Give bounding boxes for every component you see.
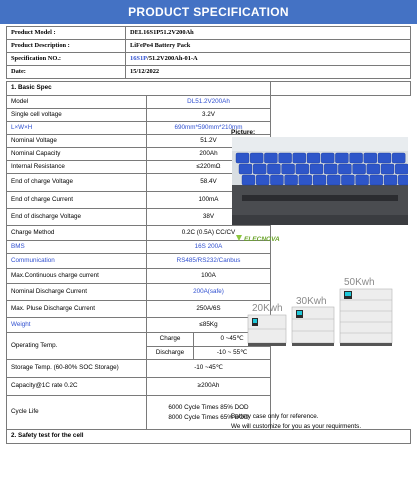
picture-label: Picture: [231,129,256,136]
spec-value: 38V [147,209,271,226]
spec-no-suffix: /51.2V200Ah-01-A [147,54,198,62]
storage-units-image [232,231,408,351]
spec-row [7,360,411,378]
info-label: Product Description : [7,40,126,53]
spec-label: Single cell voltage [7,109,147,122]
battery-cell [335,153,348,163]
spec-value: 51.2V [147,135,271,148]
info-row [7,53,411,66]
spec-label: Cycle Life [7,396,147,430]
battery-cell [350,153,363,163]
spec-label: Communication [7,254,147,269]
spec-label: End of charge Voltage [7,174,147,192]
spec-label: Nominal Capacity [7,148,147,161]
spec-value: 200A(safe) [147,284,271,301]
unit-30kwh-icon [292,307,334,346]
spec-label: BMS [7,241,147,254]
picture-cell [271,82,411,96]
capacity-20kwh: 20Kwh [252,303,283,314]
unit-50kwh-icon [340,289,392,346]
operating-mode: Charge [147,333,194,346]
note-line: We will customize for you as your requirments. [231,423,362,431]
spec-label: Model [7,96,147,109]
spec-row [7,378,411,396]
section-basic: 1. Basic Spec [7,82,271,96]
operating-range: 0 ~45℃ [194,333,271,346]
battery-cell [321,153,334,163]
battery-cell [392,153,405,163]
battery-cells-photo [232,137,408,225]
spec-no-prefix: 16S1P [130,54,148,62]
info-row [7,66,411,79]
spec-row [7,96,411,109]
cycle-line: 6000 Cycle Times 85% DOD [168,404,249,412]
battery-cell [381,164,394,174]
spec-label: End of charge Current [7,192,147,209]
spec-row [7,109,411,122]
section-safety: 2. Safety test for the cell [7,430,411,444]
section-row [7,82,411,96]
battery-cell [256,175,269,185]
spec-value: 250A/6S [147,301,271,318]
spec-row [7,122,411,135]
spec-value: -10 ~45℃ [147,360,271,378]
spec-label: Max.Continuous charge current [7,269,147,284]
battery-cell [384,175,397,185]
info-label: Product Model : [7,27,126,40]
spec-label: Storage Temp. (60-80% SOC Storage) [7,360,147,378]
battery-cell [264,153,277,163]
brand-name: ELECNOVA [244,236,280,243]
operating-range: -10 ~ 55℃ [194,346,271,359]
battery-cell [341,175,354,185]
battery-cell [253,164,266,174]
spec-value: 100A [147,269,271,284]
product-info-table [6,26,411,79]
spec-label: End of discharge Voltage [7,209,147,226]
battery-cell [367,164,380,174]
battery-cell [327,175,340,185]
capacity-50kwh: 50Kwh [344,277,375,288]
battery-cell [370,175,383,185]
battery-cell [285,175,298,185]
cycle-line: 8000 Cycle Times 65% DOD [168,413,249,421]
battery-cell [310,164,323,174]
battery-cell [242,175,255,185]
info-value [126,53,411,66]
battery-cell [236,153,249,163]
spec-value: DL51.2V200Ah [147,96,271,109]
spec-value: 200Ah [147,148,271,161]
spec-value: 58.4V [147,174,271,192]
info-label: Specification NO.: [7,53,126,66]
battery-cell [239,164,252,174]
battery-cell [353,164,366,174]
battery-cell [270,175,283,185]
spec-value: 100mA [147,192,271,209]
spec-value: ≤85Kg [147,318,271,333]
spec-label: Nominal Voltage [7,135,147,148]
battery-cell [313,175,326,185]
info-row [7,40,411,53]
spec-value: ≤220mΩ [147,161,271,174]
spec-value: 690mm*590mm*210mm [147,122,271,135]
note-line: Battery case only for reference. [231,413,319,420]
battery-cell [250,153,263,163]
brand-logo-icon [236,235,280,243]
capacity-30kwh: 30Kwh [296,296,327,307]
battery-cell [324,164,337,174]
spec-label: Charge Method [7,226,147,241]
battery-cell [299,175,312,185]
battery-cell [356,175,369,185]
battery-cell [395,164,408,174]
spec-label: Capacity@1C rate 0.2C [7,378,147,396]
reference-notes [231,412,409,432]
battery-cell [364,153,377,163]
battery-cell [279,153,292,163]
info-value: LiFePo4 Battery Pack [126,40,411,53]
battery-cell [398,175,408,185]
battery-cells-icon [232,137,408,225]
spec-label: Internal Resistance [7,161,147,174]
battery-cell [296,164,309,174]
spec-value: ≥200Ah [147,378,271,396]
battery-cell [267,164,280,174]
spec-label: L×W×H [7,122,147,135]
info-label: Date: [7,66,126,79]
battery-cell [307,153,320,163]
info-value: DEL16S1P51.2V200Ah [126,27,411,40]
page-title: PRODUCT SPECIFICATION [0,0,417,24]
spec-label: Max. Pluse Discharge Current [7,301,147,318]
spec-value: RS485/RS232/Canbus [147,254,271,269]
unit-20kwh-icon [248,315,286,346]
spec-label: Operating Temp. [7,333,147,360]
battery-cell [338,164,351,174]
spec-value: 16S 200A [147,241,271,254]
spec-label: Weight [7,318,147,333]
operating-mode: Discharge [147,346,194,359]
spec-value: 3.2V [147,109,271,122]
info-value: 15/12/2022 [126,66,411,79]
battery-cell [282,164,295,174]
info-row [7,27,411,40]
spec-label: Nominal Discharge Current [7,284,147,301]
battery-cell [293,153,306,163]
spec-value: 0.2C (0.5A) CC/CV [147,226,271,241]
battery-cell [378,153,391,163]
